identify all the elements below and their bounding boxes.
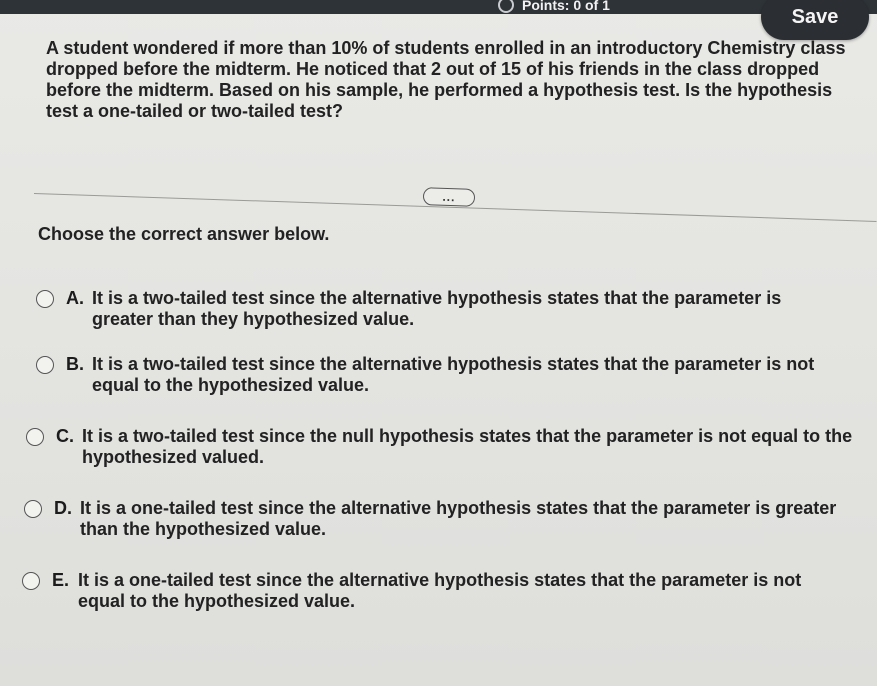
option-e[interactable] [22, 570, 852, 612]
option-c[interactable] [26, 426, 861, 468]
points-text: Points: 0 of 1 [522, 0, 610, 13]
option-text: It is a two-tailed test since the null hypothesis states that the parameter is not equal to the hypothesized valued. [82, 426, 853, 467]
option-letter: B. [66, 354, 84, 374]
option-text: It is a one-tailed test since the alternative hypothesis states that the parameter is greater than the hypothesized value. [80, 498, 837, 539]
option-letter: A. [66, 288, 84, 308]
radio-button-b[interactable] [36, 356, 54, 374]
save-button[interactable]: Save [761, 0, 869, 40]
option-letter: E. [52, 570, 70, 590]
question-text: A student wondered if more than 10% of students enrolled in an introductory Chemistry class dropped before the midterm. He noticed that 2 out of 15 of his friends in the class dropped before the midterm. Based on his sample, he performed a hypothesis test. Is the hypothesis test a one-tailed or two-tailed test? [46, 38, 846, 121]
expand-more-button[interactable]: ... [423, 187, 476, 207]
option-a[interactable] [36, 288, 846, 330]
points-indicator [498, 0, 610, 14]
option-text: It is a two-tailed test since the alternative hypothesis states that the parameter is greater than they hypothesized value. [92, 288, 782, 329]
radio-button-a[interactable] [36, 290, 54, 308]
radio-button-e[interactable] [22, 572, 40, 590]
header-bar [0, 0, 877, 14]
option-d[interactable] [24, 498, 854, 540]
option-letter: C. [56, 426, 74, 446]
option-text: It is a one-tailed test since the alternative hypothesis states that the parameter is not equal to the hypothesized value. [78, 570, 802, 611]
option-letter: D. [54, 498, 72, 518]
progress-ring-icon [498, 0, 514, 13]
radio-button-c[interactable] [26, 428, 44, 446]
option-b[interactable] [36, 354, 846, 396]
radio-button-d[interactable] [24, 500, 42, 518]
instruction-text: Choose the correct answer below. [38, 224, 330, 244]
option-text: It is a two-tailed test since the alternative hypothesis states that the parameter is not equal to the hypothesized value. [92, 354, 815, 395]
